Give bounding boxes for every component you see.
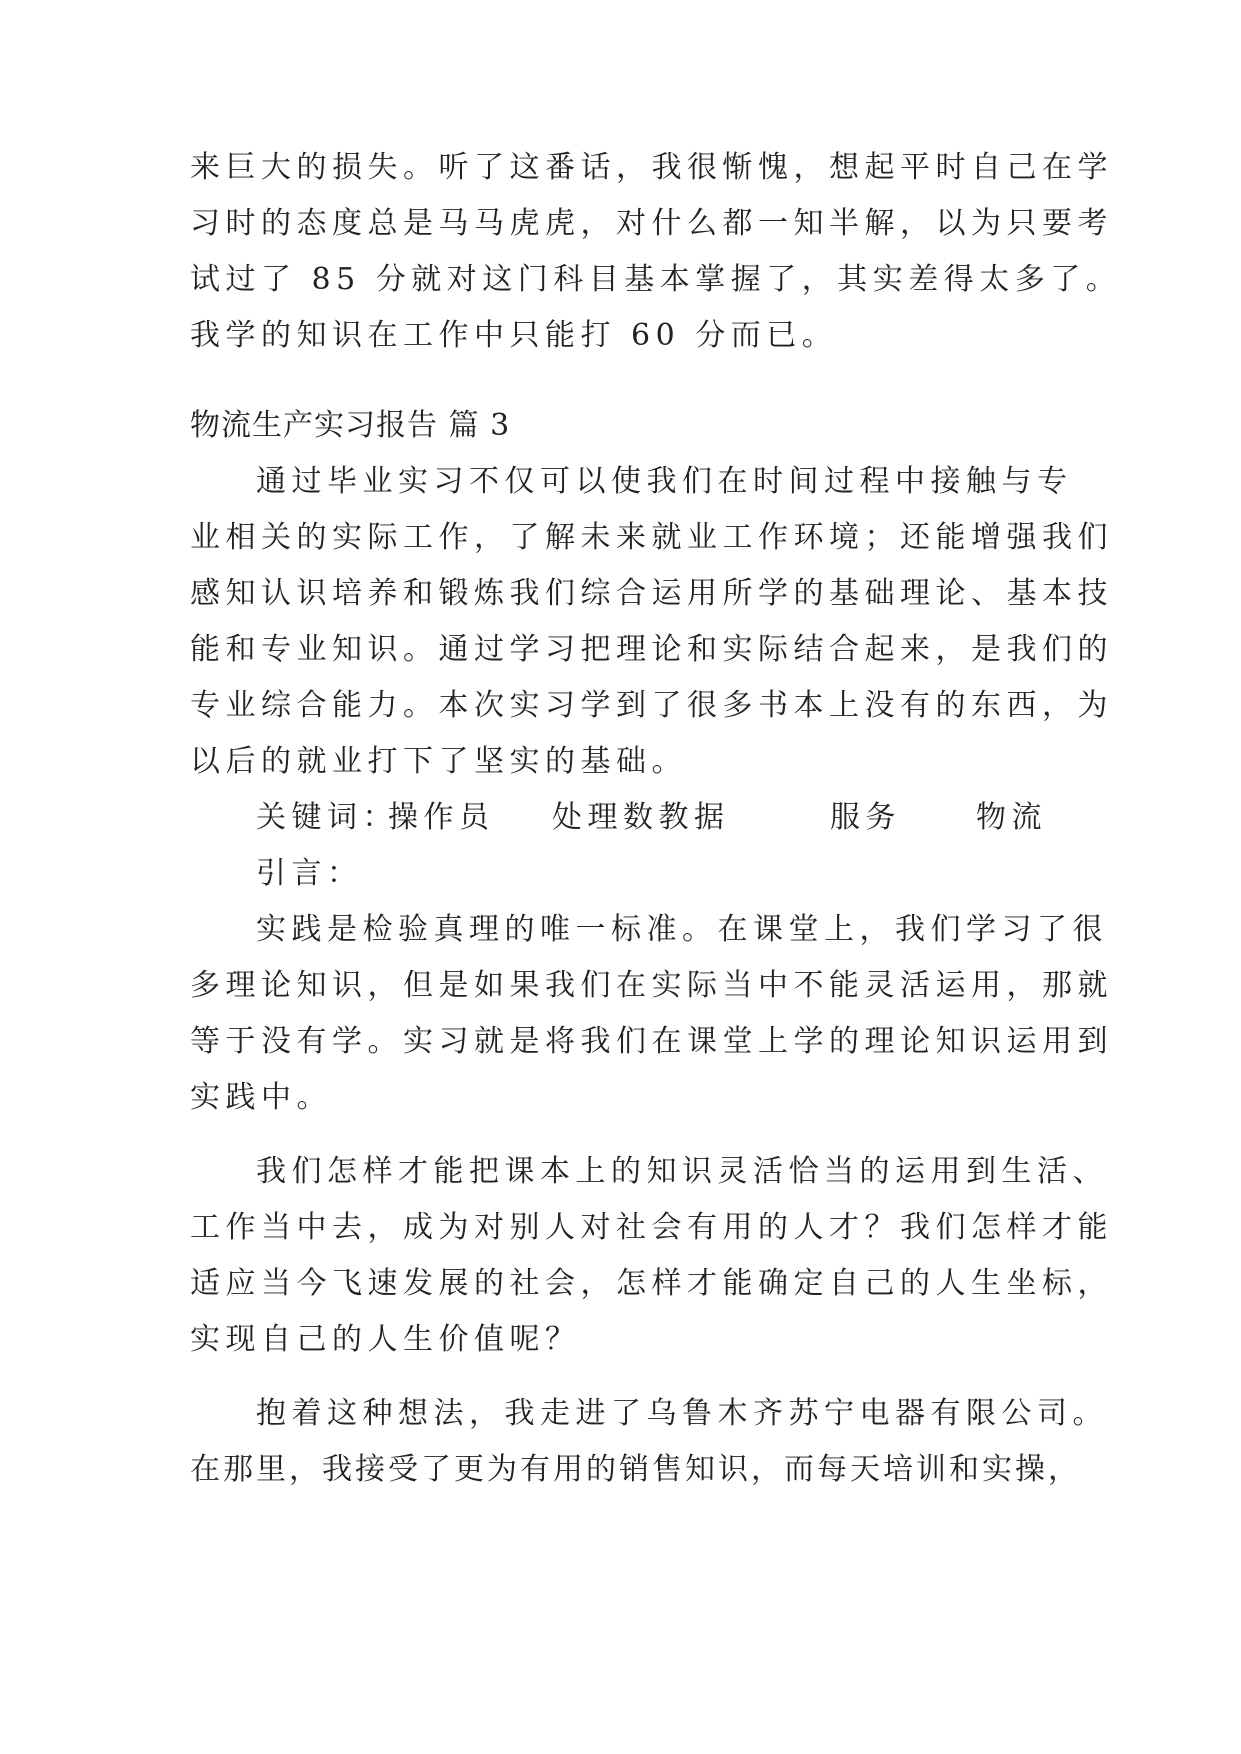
keyword-item: 处理数教据 — [552, 800, 730, 835]
paragraph-line: 我学的知识在工作中只能打 60 分而已。 — [190, 318, 838, 353]
keywords-label: 关键词： — [256, 800, 398, 835]
section-heading: 物流生产实习报告 篇 3 — [190, 408, 511, 443]
keyword-item: 操作员 — [388, 800, 495, 835]
paragraph-line: 适应当今飞速发展的社会，怎样才能确定自己的人生坐标， — [190, 1266, 1113, 1301]
paragraph-line: 实践中。 — [190, 1080, 332, 1115]
paragraph-line: 业相关的实际工作，了解未来就业工作环境；还能增强我们 — [190, 520, 1113, 555]
paragraph-line: 感知认识培养和锻炼我们综合运用所学的基础理论、基本技 — [190, 576, 1113, 611]
paragraph-line: 等于没有学。实习就是将我们在课堂上学的理论知识运用到 — [190, 1024, 1113, 1059]
paragraph-line: 来巨大的损失。听了这番话，我很惭愧，想起平时自己在学 — [190, 150, 1113, 185]
keywords-line — [256, 798, 1136, 838]
keyword-item: 物流 — [976, 800, 1047, 835]
paragraph-line: 抱着这种想法，我走进了乌鲁木齐苏宁电器有限公司。 — [256, 1396, 1108, 1431]
paragraph-line: 通过毕业实习不仅可以使我们在时间过程中接触与专 — [256, 464, 1073, 499]
intro-label: 引言： — [256, 856, 363, 891]
paragraph-line: 我们怎样才能把课本上的知识灵活恰当的运用到生活、 — [256, 1154, 1108, 1189]
paragraph-line: 试过了 85 分就对这门科目基本掌握了，其实差得太多了。 — [190, 262, 1122, 297]
paragraph-line: 以后的就业打下了坚实的基础。 — [190, 744, 687, 779]
paragraph-line: 实现自己的人生价值呢？ — [190, 1322, 581, 1357]
paragraph-line: 多理论知识，但是如果我们在实际当中不能灵活运用，那就 — [190, 968, 1113, 1003]
paragraph-line: 专业综合能力。本次实习学到了很多书本上没有的东西，为 — [190, 688, 1113, 723]
paragraph-line: 实践是检验真理的唯一标准。在课堂上，我们学习了很 — [256, 912, 1108, 947]
keyword-item: 服务 — [830, 800, 901, 835]
paragraph-line: 能和专业知识。通过学习把理论和实际结合起来，是我们的 — [190, 632, 1113, 667]
paragraph-line: 工作当中去，成为对别人对社会有用的人才？我们怎样才能 — [190, 1210, 1113, 1245]
paragraph-line: 在那里，我接受了更为有用的销售知识，而每天培训和实操， — [190, 1452, 1081, 1487]
paragraph-line: 习时的态度总是马马虎虎，对什么都一知半解，以为只要考 — [190, 206, 1113, 241]
